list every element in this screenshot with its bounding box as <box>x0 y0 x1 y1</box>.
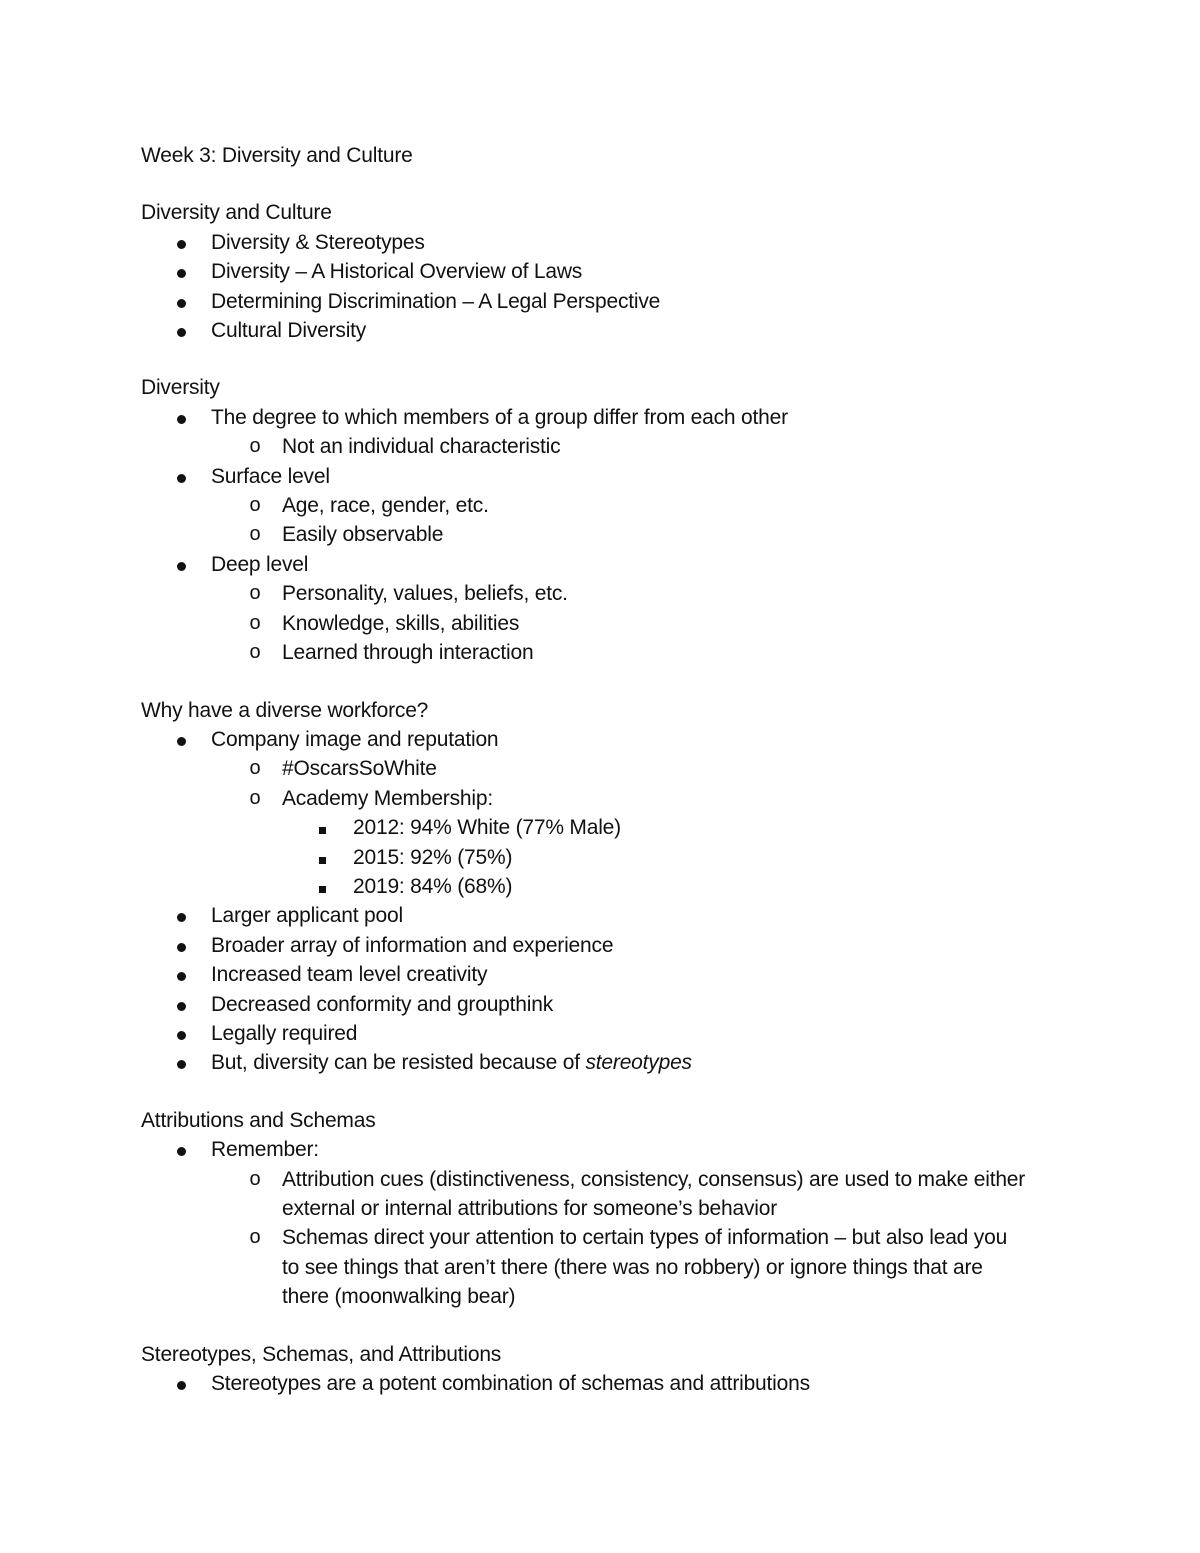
circle-bullet-icon: o <box>249 435 261 458</box>
section-heading: Why have a diverse workforce? <box>141 698 429 722</box>
list-item: But, diversity can be resisted because of stereotypes <box>141 1048 1071 1077</box>
list-item: Determining Discrimination – A Legal Perspective <box>141 287 1071 316</box>
spacer <box>141 345 1071 373</box>
bullet-icon <box>171 403 191 432</box>
sub-sub-list-item: 2012: 94% White (77% Male) <box>141 813 1071 842</box>
section-heading: Attributions and Schemas <box>141 1108 376 1132</box>
sub-list-item: o #OscarsSoWhite <box>141 754 1071 783</box>
list-item: Diversity & Stereotypes <box>141 228 1071 257</box>
bullet-icon <box>171 1135 191 1164</box>
sub-list-item: o Academy Membership: <box>141 784 1071 813</box>
spacer <box>141 1312 1071 1340</box>
list-item: Increased team level creativity <box>141 960 1071 989</box>
bullet-icon <box>171 228 191 257</box>
list-item: Company image and reputation <box>141 725 1071 754</box>
bullet-icon <box>171 550 191 579</box>
sub-list-item: o Easily observable <box>141 520 1071 549</box>
list-item: The degree to which members of a group differ from each other <box>141 403 1071 432</box>
circle-bullet-icon: o <box>249 786 261 809</box>
list-item: Surface level <box>141 462 1071 491</box>
bullet-icon <box>171 1019 191 1048</box>
spacer <box>141 668 1071 696</box>
square-bullet-icon <box>312 843 332 872</box>
sub-list-item: o Attribution cues (distinctiveness, consistency, consensus) are used to make either <box>141 1165 1071 1194</box>
bullet-icon <box>171 316 191 345</box>
bullet-icon <box>171 462 191 491</box>
list-item: Stereotypes are a potent combination of schemas and attributions <box>141 1369 1071 1398</box>
bullet-icon <box>171 257 191 286</box>
square-bullet-icon <box>312 813 332 842</box>
section-heading: Stereotypes, Schemas, and Attributions <box>141 1342 502 1366</box>
circle-bullet-icon: o <box>249 1226 261 1249</box>
sub-list-item: o Learned through interaction <box>141 638 1071 667</box>
italic-term: stereotypes <box>585 1051 692 1075</box>
bullet-icon <box>171 725 191 754</box>
spacer <box>141 1078 1071 1106</box>
list-item: Remember: <box>141 1135 1071 1164</box>
sub-list-item: o Personality, values, beliefs, etc. <box>141 579 1071 608</box>
sub-list-item: o Knowledge, skills, abilities <box>141 609 1071 638</box>
circle-bullet-icon: o <box>249 611 261 634</box>
bullet-icon <box>171 287 191 316</box>
page-title: Week 3: Diversity and Culture <box>141 144 413 167</box>
sub-list-item: o Age, race, gender, etc. <box>141 491 1071 520</box>
bullet-icon <box>171 901 191 930</box>
sub-sub-list-item: 2019: 84% (68%) <box>141 872 1071 901</box>
circle-bullet-icon: o <box>249 523 261 546</box>
list-item: Broader array of information and experience <box>141 931 1071 960</box>
section-heading: Diversity and Culture <box>141 201 332 225</box>
sub-sub-list-item: 2015: 92% (75%) <box>141 843 1071 872</box>
circle-bullet-icon: o <box>249 582 261 605</box>
sub-list-item-continuation: external or internal attributions for someone’s behavior <box>282 1197 778 1220</box>
list-item: Legally required <box>141 1019 1071 1048</box>
bullet-icon <box>171 1048 191 1077</box>
circle-bullet-icon: o <box>249 757 261 780</box>
bullet-icon <box>171 990 191 1019</box>
circle-bullet-icon: o <box>249 494 261 517</box>
section-heading: Diversity <box>141 376 220 400</box>
bullet-icon <box>171 931 191 960</box>
list-item: Decreased conformity and groupthink <box>141 990 1071 1019</box>
circle-bullet-icon: o <box>249 1167 261 1190</box>
list-item: Deep level <box>141 550 1071 579</box>
sub-list-item-continuation: there (moonwalking bear) <box>282 1285 516 1309</box>
document-body <box>141 141 1071 1398</box>
list-item: Diversity – A Historical Overview of Laws <box>141 257 1071 286</box>
bullet-icon <box>171 1369 191 1398</box>
circle-bullet-icon: o <box>249 641 261 664</box>
sub-list-item-continuation: to see things that aren’t there (there was no robbery) or ignore things that are <box>282 1255 983 1279</box>
square-bullet-icon <box>312 872 332 901</box>
list-item: Larger applicant pool <box>141 901 1071 930</box>
bullet-icon <box>171 960 191 989</box>
sub-list-item: o Schemas direct your attention to certain types of information – but also lead you <box>141 1223 1071 1252</box>
spacer <box>141 170 1071 198</box>
list-item: Cultural Diversity <box>141 316 1071 345</box>
sub-list-item: o Not an individual characteristic <box>141 432 1071 461</box>
